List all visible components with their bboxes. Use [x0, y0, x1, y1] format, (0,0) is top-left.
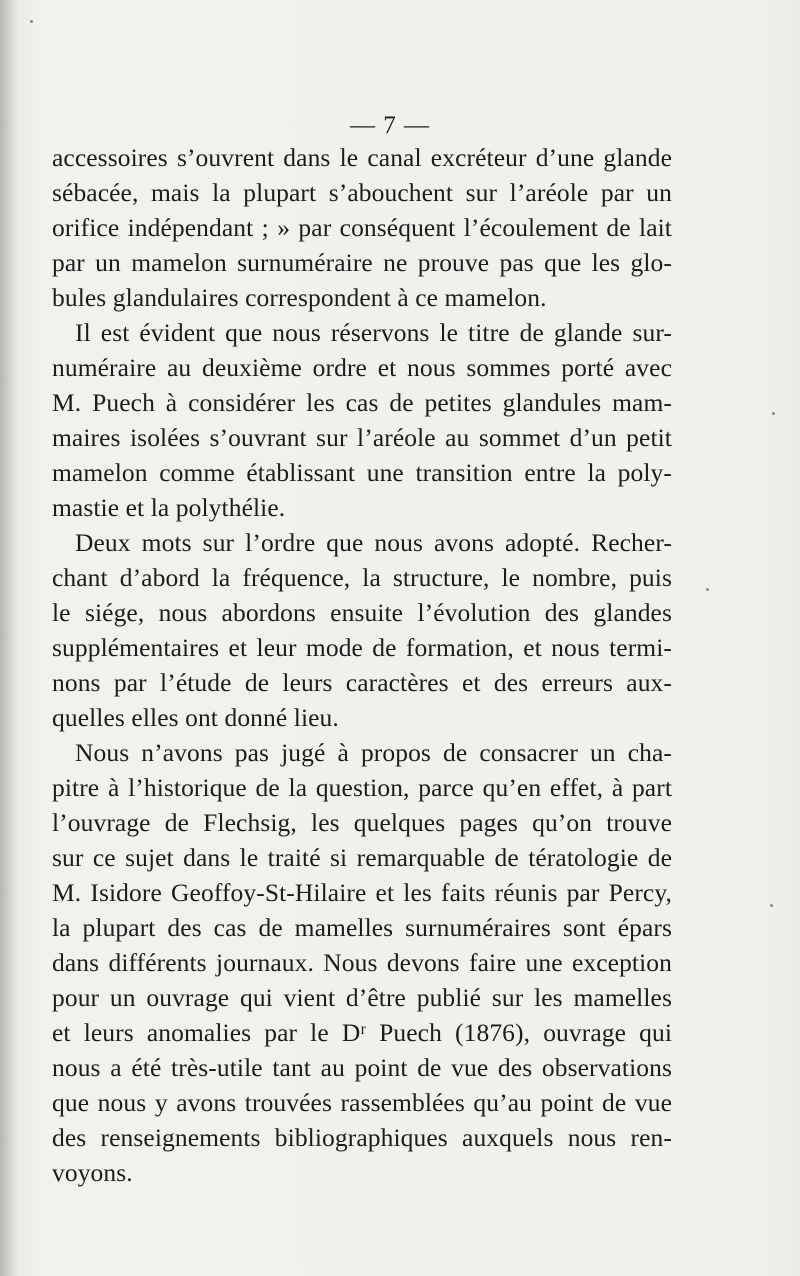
text-line: nons par l’étude de leurs caractères et des erreurs aux- — [52, 668, 672, 697]
paper-speck — [772, 412, 775, 415]
text-line: sur ce sujet dans le traité si remarquable de tératologie de — [52, 843, 672, 872]
text-line: l’ouvrage de Flechsig, les quelques pages qu’on trouve — [52, 808, 672, 837]
text-line: numéraire au deuxième ordre et nous sommes porté avec — [52, 353, 672, 382]
text-line: pour un ouvrage qui vient d’être publié sur les mamelles — [52, 983, 672, 1012]
text-line: Nous n’avons pas jugé à propos de consacrer un cha- — [75, 738, 672, 767]
text-line: M. Isidore Geoffoy-St-Hilaire et les faits réunis par Percy, — [52, 878, 672, 907]
text-line: que nous y avons trouvées rassemblées qu’au point de vue — [52, 1088, 672, 1117]
text-line: M. Puech à considérer les cas de petites glandules mam- — [52, 388, 672, 417]
text-line: mastie et la polythélie. — [52, 493, 286, 522]
text-line: le siége, nous abordons ensuite l’évolution des glandes — [52, 598, 672, 627]
text-line: supplémentaires et leur mode de formation, et nous termi- — [52, 633, 672, 662]
body-text — [52, 140, 672, 1190]
text-line: et leurs anomalies par le Dʳ Puech (1876), ouvrage qui — [52, 1018, 672, 1047]
text-line: maires isolées s’ouvrant sur l’aréole au sommet d’un petit — [52, 423, 672, 452]
text-line: bules glandulaires correspondent à ce mamelon. — [52, 283, 547, 312]
text-line: quelles elles ont donné lieu. — [52, 703, 339, 732]
text-line: mamelon comme établissant une transition entre la poly- — [52, 458, 672, 487]
text-line: orifice indépendant ; » par conséquent l’écoulement de lait — [52, 213, 672, 242]
paper-speck — [770, 904, 773, 907]
text-line: accessoires s’ouvrent dans le canal excréteur d’une glande — [52, 143, 672, 172]
paper-speck — [706, 588, 709, 591]
text-line: la plupart des cas de mamelles surnuméraires sont épars — [52, 913, 672, 942]
text-line: chant d’abord la fréquence, la structure, le nombre, puis — [52, 563, 672, 592]
text-line: Il est évident que nous réservons le titre de glande sur- — [75, 318, 672, 347]
page-number: — 7 — — [350, 112, 430, 139]
text-line: par un mamelon surnuméraire ne prouve pas que les glo- — [52, 248, 672, 277]
paper-speck — [30, 20, 33, 23]
text-line: voyons. — [52, 1158, 133, 1187]
text-line: des renseignements bibliographiques auxquels nous ren- — [52, 1123, 672, 1152]
text-line: pitre à l’historique de la question, parce qu’en effet, à part — [52, 773, 672, 802]
text-line: Deux mots sur l’ordre que nous avons adopté. Recher- — [75, 528, 672, 557]
binding-shadow — [0, 0, 18, 1276]
text-line: sébacée, mais la plupart s’abouchent sur l’aréole par un — [52, 178, 672, 207]
text-line: dans différents journaux. Nous devons faire une exception — [52, 948, 672, 977]
text-line: nous a été très-utile tant au point de vue des observations — [52, 1053, 672, 1082]
